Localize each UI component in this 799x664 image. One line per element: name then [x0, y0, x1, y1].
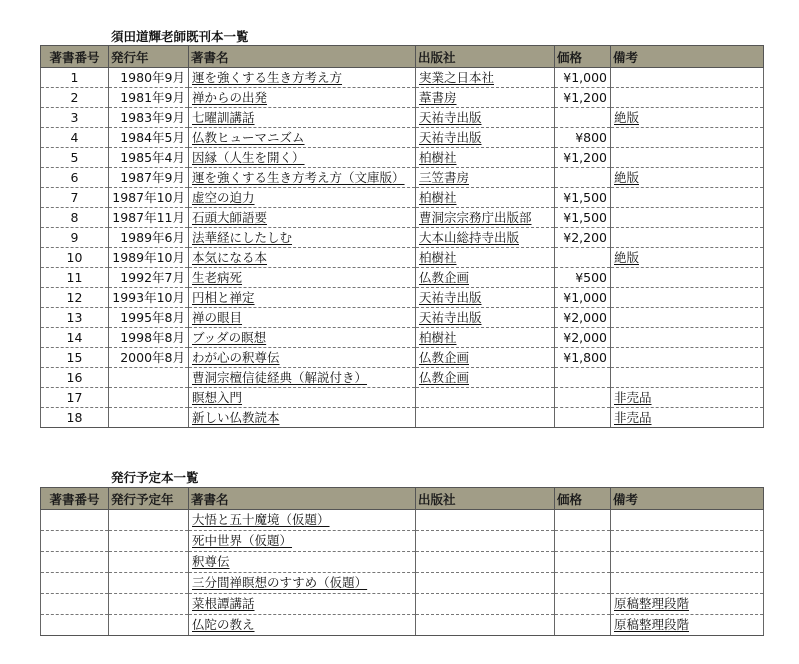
cell-price — [555, 510, 611, 531]
cell-remarks: 絶版 — [611, 108, 764, 128]
cell-publish-date — [109, 408, 189, 428]
cell-remarks — [611, 348, 764, 368]
table-row — [41, 531, 764, 552]
cell-remarks — [611, 128, 764, 148]
cell-book-title: わが心の釈尊伝 — [189, 348, 416, 368]
cell-price — [555, 168, 611, 188]
cell-book-title: 菜根譚講話 — [189, 594, 416, 615]
cell-remarks — [611, 510, 764, 531]
cell-book-number: 17 — [41, 388, 109, 408]
cell-remarks: 原稿整理段階 — [611, 594, 764, 615]
table-row — [41, 168, 764, 188]
cell-price — [555, 594, 611, 615]
cell-book-number: 2 — [41, 88, 109, 108]
cell-publish-date: 1989年10月 — [109, 248, 189, 268]
cell-publish-date — [109, 594, 189, 615]
cell-book-title: 因縁（人生を開く） — [189, 148, 416, 168]
cell-publish-date: 1987年9月 — [109, 168, 189, 188]
table-row — [41, 615, 764, 636]
cell-remarks — [611, 288, 764, 308]
cell-publish-date: 1985年4月 — [109, 148, 189, 168]
cell-book-number: 8 — [41, 208, 109, 228]
cell-price — [555, 531, 611, 552]
cell-book-number: 5 — [41, 148, 109, 168]
cell-price: ¥2,000 — [555, 328, 611, 348]
table-row — [41, 228, 764, 248]
cell-book-title: 七曜訓講話 — [189, 108, 416, 128]
header-row — [41, 46, 764, 68]
table-row — [41, 68, 764, 88]
cell-remarks — [611, 531, 764, 552]
cell-book-title: 仏陀の教え — [189, 615, 416, 636]
cell-book-number: 10 — [41, 248, 109, 268]
cell-price: ¥1,200 — [555, 88, 611, 108]
cell-book-title: 運を強くする生き方考え方（文庫版） — [189, 168, 416, 188]
table-row — [41, 128, 764, 148]
table-row — [41, 188, 764, 208]
published-list-title: 須田道輝老師既刊本一覧 — [111, 29, 249, 44]
cell-publisher: 葦書房 — [416, 88, 555, 108]
cell-remarks: 非売品 — [611, 388, 764, 408]
cell-publish-date — [109, 552, 189, 573]
cell-price: ¥2,200 — [555, 228, 611, 248]
header-book-title: 著書名 — [189, 46, 416, 68]
table-row — [41, 288, 764, 308]
cell-price — [555, 248, 611, 268]
cell-book-title: 大悟と五十魔境（仮題） — [189, 510, 416, 531]
cell-publisher — [416, 552, 555, 573]
cell-remarks — [611, 228, 764, 248]
table-row — [41, 268, 764, 288]
cell-book-title: 死中世界（仮題） — [189, 531, 416, 552]
cell-publisher: 天祐寺出版 — [416, 128, 555, 148]
cell-remarks — [611, 188, 764, 208]
cell-publisher: 曹洞宗宗務庁出版部 — [416, 208, 555, 228]
cell-publish-date: 1989年6月 — [109, 228, 189, 248]
cell-price: ¥1,000 — [555, 68, 611, 88]
cell-book-number: 16 — [41, 368, 109, 388]
cell-price: ¥2,000 — [555, 308, 611, 328]
cell-book-title: 本気になる本 — [189, 248, 416, 268]
cell-publish-date: 1993年10月 — [109, 288, 189, 308]
cell-remarks — [611, 68, 764, 88]
cell-publisher: 実業之日本社 — [416, 68, 555, 88]
header-remarks: 備考 — [611, 488, 764, 510]
cell-publisher: 天祐寺出版 — [416, 308, 555, 328]
header-price: 価格 — [555, 488, 611, 510]
cell-remarks — [611, 573, 764, 594]
cell-book-number: 14 — [41, 328, 109, 348]
cell-remarks — [611, 268, 764, 288]
table-row — [41, 388, 764, 408]
cell-publisher: 柏樹社 — [416, 148, 555, 168]
cell-publish-date: 1995年8月 — [109, 308, 189, 328]
cell-publish-date: 1992年7月 — [109, 268, 189, 288]
cell-book-number — [41, 510, 109, 531]
cell-book-title: 三分間禅瞑想のすすめ（仮題） — [189, 573, 416, 594]
cell-book-title: 新しい仏教読本 — [189, 408, 416, 428]
cell-publish-date — [109, 615, 189, 636]
cell-publish-date — [109, 368, 189, 388]
cell-book-number: 18 — [41, 408, 109, 428]
cell-remarks — [611, 148, 764, 168]
cell-publisher — [416, 594, 555, 615]
table-row — [41, 348, 764, 368]
cell-publish-date: 1984年5月 — [109, 128, 189, 148]
cell-book-number: 6 — [41, 168, 109, 188]
table-row — [41, 510, 764, 531]
header-price: 価格 — [555, 46, 611, 68]
cell-publish-date — [109, 388, 189, 408]
cell-publisher — [416, 531, 555, 552]
cell-publish-date: 1987年10月 — [109, 188, 189, 208]
cell-publisher — [416, 408, 555, 428]
cell-price — [555, 615, 611, 636]
cell-book-title: 運を強くする生き方考え方 — [189, 68, 416, 88]
header-publisher: 出版社 — [416, 488, 555, 510]
cell-publisher — [416, 388, 555, 408]
cell-book-number: 11 — [41, 268, 109, 288]
cell-publisher: 天祐寺出版 — [416, 108, 555, 128]
cell-book-title: 円相と禅定 — [189, 288, 416, 308]
cell-price: ¥800 — [555, 128, 611, 148]
cell-publisher: 仏教企画 — [416, 368, 555, 388]
cell-publisher: 柏樹社 — [416, 328, 555, 348]
cell-book-number — [41, 573, 109, 594]
cell-price — [555, 368, 611, 388]
cell-publisher — [416, 615, 555, 636]
table-row — [41, 552, 764, 573]
cell-remarks: 絶版 — [611, 168, 764, 188]
cell-publish-date — [109, 510, 189, 531]
cell-remarks — [611, 88, 764, 108]
cell-book-title: 法華経にしたしむ — [189, 228, 416, 248]
cell-publisher: 柏樹社 — [416, 248, 555, 268]
cell-price: ¥1,500 — [555, 188, 611, 208]
cell-remarks — [611, 208, 764, 228]
cell-book-number: 12 — [41, 288, 109, 308]
table-row — [41, 408, 764, 428]
cell-book-title: 瞑想入門 — [189, 388, 416, 408]
cell-publisher: 仏教企画 — [416, 348, 555, 368]
cell-book-number: 1 — [41, 68, 109, 88]
table-row — [41, 208, 764, 228]
cell-publisher: 柏樹社 — [416, 188, 555, 208]
cell-publisher — [416, 510, 555, 531]
cell-price — [555, 573, 611, 594]
cell-publish-date: 1983年9月 — [109, 108, 189, 128]
cell-book-number: 13 — [41, 308, 109, 328]
header-publish-date: 発行予定年 — [109, 488, 189, 510]
cell-book-number — [41, 615, 109, 636]
published-books-table — [40, 45, 764, 428]
cell-remarks: 原稿整理段階 — [611, 615, 764, 636]
cell-book-title: 生老病死 — [189, 268, 416, 288]
cell-price: ¥500 — [555, 268, 611, 288]
cell-publisher: 三笠書房 — [416, 168, 555, 188]
table-row — [41, 108, 764, 128]
cell-book-title: 禅からの出発 — [189, 88, 416, 108]
cell-book-number — [41, 594, 109, 615]
cell-remarks: 絶版 — [611, 248, 764, 268]
cell-price — [555, 552, 611, 573]
cell-publish-date — [109, 573, 189, 594]
cell-remarks — [611, 552, 764, 573]
cell-book-number: 4 — [41, 128, 109, 148]
cell-price — [555, 108, 611, 128]
cell-publisher — [416, 573, 555, 594]
cell-book-number — [41, 552, 109, 573]
table-row — [41, 328, 764, 348]
header-row — [41, 488, 764, 510]
cell-publish-date: 1998年8月 — [109, 328, 189, 348]
planned-books-table — [40, 487, 764, 636]
cell-price — [555, 408, 611, 428]
cell-publish-date: 1981年9月 — [109, 88, 189, 108]
cell-book-number — [41, 531, 109, 552]
cell-publish-date: 1987年11月 — [109, 208, 189, 228]
cell-book-title: 曹洞宗檀信徒経典（解説付き） — [189, 368, 416, 388]
cell-remarks — [611, 368, 764, 388]
header-remarks: 備考 — [611, 46, 764, 68]
cell-price — [555, 388, 611, 408]
cell-book-number: 3 — [41, 108, 109, 128]
cell-book-number: 7 — [41, 188, 109, 208]
table-row — [41, 368, 764, 388]
cell-price: ¥1,800 — [555, 348, 611, 368]
cell-publisher: 天祐寺出版 — [416, 288, 555, 308]
table-row — [41, 573, 764, 594]
cell-book-title: ブッダの瞑想 — [189, 328, 416, 348]
cell-remarks — [611, 308, 764, 328]
table-row — [41, 308, 764, 328]
table-row — [41, 148, 764, 168]
cell-remarks: 非売品 — [611, 408, 764, 428]
planned-list-title: 発行予定本一覧 — [111, 470, 199, 485]
header-book-number: 著書番号 — [41, 46, 109, 68]
header-book-number: 著書番号 — [41, 488, 109, 510]
cell-book-number: 15 — [41, 348, 109, 368]
header-publisher: 出版社 — [416, 46, 555, 68]
table-body — [41, 68, 764, 428]
cell-price: ¥1,000 — [555, 288, 611, 308]
header-book-title: 著書名 — [189, 488, 416, 510]
cell-publish-date: 2000年8月 — [109, 348, 189, 368]
cell-publisher: 仏教企画 — [416, 268, 555, 288]
cell-price: ¥1,200 — [555, 148, 611, 168]
table-row — [41, 248, 764, 268]
cell-book-title: 虚空の迫力 — [189, 188, 416, 208]
cell-book-number: 9 — [41, 228, 109, 248]
table-row — [41, 88, 764, 108]
header-publish-date: 発行年 — [109, 46, 189, 68]
cell-publisher: 大本山総持寺出版 — [416, 228, 555, 248]
cell-book-title: 禅の眼目 — [189, 308, 416, 328]
cell-book-title: 仏教ヒューマニズム — [189, 128, 416, 148]
cell-publish-date — [109, 531, 189, 552]
cell-publish-date: 1980年9月 — [109, 68, 189, 88]
cell-book-title: 釈尊伝 — [189, 552, 416, 573]
table-body — [41, 510, 764, 636]
table-row — [41, 594, 764, 615]
cell-price: ¥1,500 — [555, 208, 611, 228]
cell-book-title: 石頭大師語要 — [189, 208, 416, 228]
cell-remarks — [611, 328, 764, 348]
